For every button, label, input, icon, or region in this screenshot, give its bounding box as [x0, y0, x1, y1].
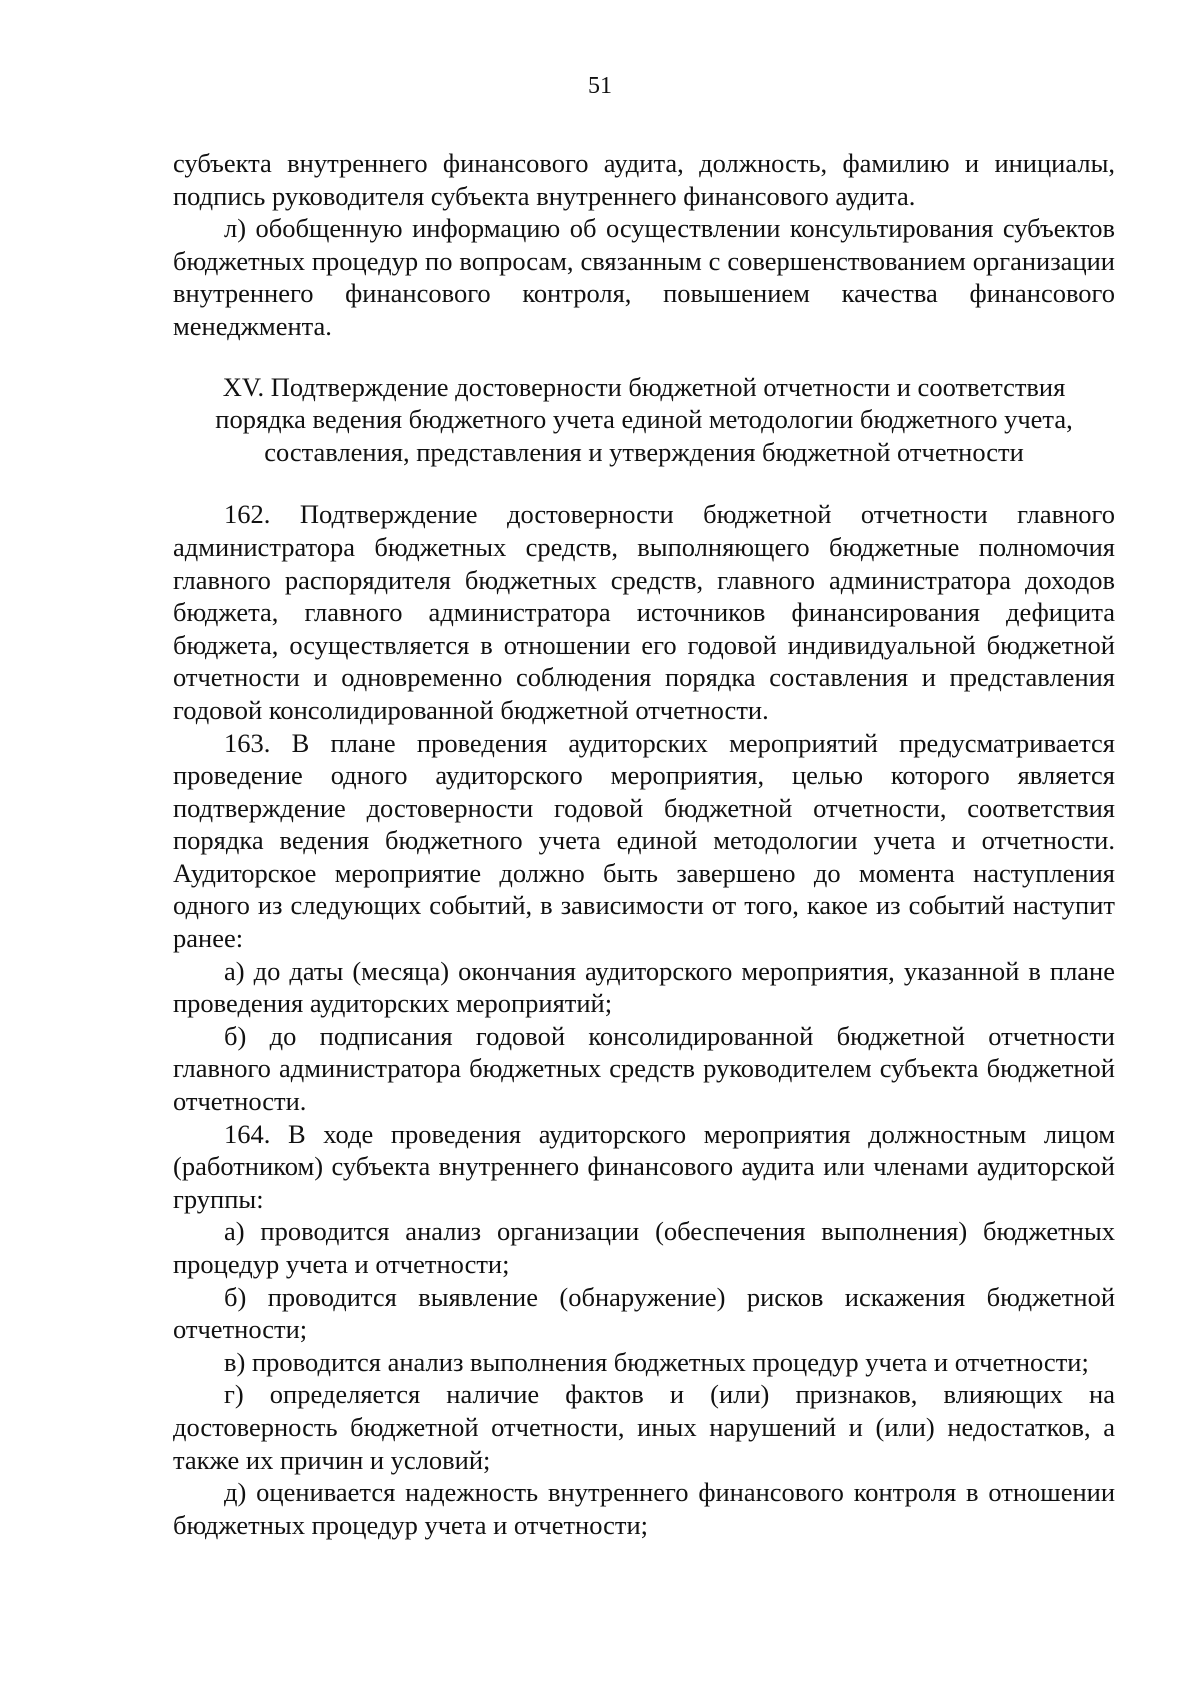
paragraph-164-a: а) проводится анализ организации (обеспечения выполнения) бюджетных процедур учета и отчетности;	[173, 1216, 1115, 1279]
paragraph-item-l: л) обобщенную информацию об осуществлении консультирования субъектов бюджетных процедур по вопросам, связанным с совершенствованием организации внутреннего финансового контроля, повышением качества финансового менеджмента.	[173, 213, 1115, 341]
paragraph-164-g: г) определяется наличие фактов и (или) признаков, влияющих на достоверность бюджетной отчетности, иных нарушений и (или) недостатков, а также их причин и условий;	[173, 1379, 1115, 1475]
paragraph-continuation: субъекта внутреннего финансового аудита, должность, фамилию и инициалы, подпись руководителя субъекта внутреннего финансового аудита.	[173, 148, 1115, 211]
paragraph-164-b: б) проводится выявление (обнаружение) рисков искажения бюджетной отчетности;	[173, 1281, 1115, 1345]
section-heading	[173, 371, 1115, 469]
section-heading-line: составления, представления и утверждения бюджетной отчетности	[264, 436, 1024, 467]
paragraph-164-d: д) оценивается надежность внутреннего финансового контроля в отношении бюджетных процедур учета и отчетности;	[173, 1477, 1115, 1540]
paragraph-162: 162. Подтверждение достоверности бюджетной отчетности главного администратора бюджетных средств, выполняющего бюджетные полномочия главного распорядителя бюджетных средств, главного администратора доходов бюджета, главного администратора источников финансирования дефицита бюджета, осуществляется в отношении его годовой индивидуальной бюджетной отчетности и одновременно соблюдения порядка составления и представления годовой консолидированной бюджетной отчетности.	[173, 499, 1115, 725]
paragraph-163-a: а) до даты (месяца) окончания аудиторского мероприятия, указанной в плане проведения аудиторских мероприятий;	[173, 955, 1115, 1019]
page-number: 51	[588, 73, 612, 99]
document-body	[173, 147, 1115, 1541]
paragraph-164-v: в) проводится анализ выполнения бюджетных процедур учета и отчетности;	[224, 1346, 1089, 1377]
section-heading-line: XV. Подтверждение достоверности бюджетной отчетности и соответствия	[222, 371, 1066, 402]
section-heading-line: порядка ведения бюджетного учета единой методологии бюджетного учета,	[215, 404, 1073, 435]
paragraph-164: 164. В ходе проведения аудиторского мероприятия должностным лицом (работником) субъекта внутреннего финансового аудита или членами аудиторской группы:	[173, 1118, 1115, 1214]
paragraph-163-b: б) до подписания годовой консолидированной бюджетной отчетности главного администратора бюджетных средств руководителем субъекта бюджетной отчетности.	[173, 1020, 1115, 1117]
paragraph-163: 163. В плане проведения аудиторских мероприятий предусматривается проведение одного аудиторского мероприятия, целью которого является подтверждение достоверности годовой бюджетной отчетности, соответствия порядка ведения бюджетного учета единой методологии учета и отчетности. Аудиторское мероприятие должно быть завершено до момента наступления одного из следующих событий, в зависимости от того, какое из событий наступит ранее:	[173, 727, 1115, 954]
